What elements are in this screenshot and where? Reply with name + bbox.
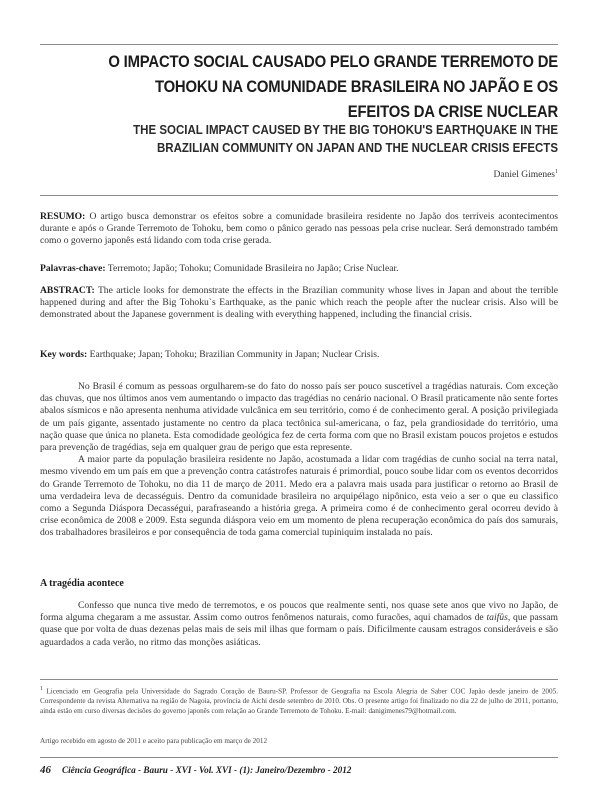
body-section — [40, 600, 558, 649]
palavras-chave-label: Palavras-chave: — [40, 263, 106, 274]
taifus-term: taifûs — [486, 612, 508, 624]
footnote-mark: 1 — [40, 686, 43, 692]
page-number: 46 — [40, 764, 51, 776]
abstract-label: ABSTRACT: — [40, 285, 95, 296]
journal-citation: Ciência Geográfica - Bauru - XVI - Vol. XVI - (1): Janeiro/Dezembro - 2012 — [62, 765, 352, 775]
paragraph-3-text-start: Confesso que nunca tive medo de terremotos, e os poucos que realmente senti, nos quase sete anos que vivo no Japão, de forma alguma chegaram a me assustar. Assim como outros fenômenos naturais, como furacões, aqui chamados de — [40, 600, 558, 624]
palavras-chave-text: Terremoto; Japão; Tohoku; Comunidade Brasileira no Japão; Crise Nuclear. — [107, 263, 399, 274]
body-paragraph-2: A maior parte da população brasileira residente no Japão, acostumada a lidar com tragédias de cunho social na terra natal, mesmo vivendo em um país em que a prevenção contra catástrofes naturais é primordial, pouco soube lidar com os eventos decorridos do Grande Terremoto de Tohoku, no dia 11 de março de 2011. Medo era a palavra mais usada para justificar o retorno ao Brasil de uma verdadeira leva de decasséguis. Dentro da comunidade brasileira no arquipélago nipônico, esta veio a ser o que eu classifico como a Segunda Diáspora Decasségui, parafraseando a história grega. A primeira como é de conhecimento geral ocorreu devido à crise econômica de 2008 e 2009. Esta segunda diáspora veio em um momento de plena recuperação econômica do país dos samurais, dos trabalhadores brasileiros e por consequência de toda gama comercial tupiniquim instalada no país. — [40, 454, 558, 539]
body-paragraph-1: No Brasil é comum as pessoas orgulharem-se do fato do nosso país ser pouco suscetível a tragédias naturais. Com exceção das chuvas, que nos últimos anos vem aumentando o impacto das tragédias no cenário nacional. O Brasil praticamente não sente fortes abalos sísmicos e não apresenta nenhuma atividade vulcânica em seu território, como é de conhecimento geral. A posição privilegiada de um país gigante, assentado justamente no centro da placa tectônica sul-americana, o faz, pela grandiosidade do território, uma nação quase que única no planeta. Esta comodidade geológica fez de certa forma com que no Brasil existam poucos projetos e estudos para prevenção de tragédias, seja em qualquer grau de perigo que esta represente. — [40, 381, 558, 454]
author-footnote-mark: 1 — [555, 169, 558, 175]
footnote-text: Licenciado em Geografia pela Universidade do Sagrado Coração de Bauru-SP. Professor de Geografia na Escola Alegria de Saber COC Japão desde janeiro de 2005. Correspondente da revista Alternativa na região de Nagoia, província de Aichi desde setembro de 2010. Obs. O presente artigo foi finalizado no dia 22 de julho de 2011, portanto, ainda estão em curso diversas decisões do governo japonês com relação ao Grande Terremoto de Tohoku. E-mail: danigimenes79@hotmail.com. — [40, 687, 559, 715]
resumo-label: RESUMO: — [40, 211, 86, 222]
paragraph-3-text-end: , que passam quase que por volta de duas dezenas pelas mais de seis mil ilhas que formam o país. Dificilmente causam estragos consideráveis e são aguardados a cada verão, no ritmo das monções asiáticas. — [40, 612, 558, 648]
body-intro — [40, 381, 558, 540]
resumo-paragraph — [40, 211, 558, 248]
author-name: Daniel Gimenes — [493, 170, 555, 181]
title-portuguese: O IMPACTO SOCIAL CAUSADO PELO GRANDE TERREMOTO DE TOHOKU NA COMUNIDADE BRASILEIRA NO JAPÃO E OS EFEITOS DA CRISE NUCLEAR — [108, 53, 559, 121]
abstract-text: The article looks for demonstrate the effects in the Brazilian community whose lives in Japan and about the terrible happened during and after the Big Tohoku`s Earthquake, as the panic which reach the people after the nuclear crisis. Also will be demonstrated about the Japanese government is dealing with everything happened, including the financial crisis. — [40, 285, 558, 321]
abstract-paragraph — [40, 285, 558, 322]
header-rule — [40, 195, 558, 196]
palavras-chave-paragraph — [40, 263, 558, 275]
keywords-paragraph — [40, 349, 558, 361]
keywords-text: Earthquake; Japan; Tohoku; Brazilian Community in Japan; Nuclear Crisis. — [89, 349, 380, 360]
section-heading: A tragédia acontece — [40, 578, 124, 589]
footnote-rule — [40, 679, 558, 680]
top-rule — [40, 44, 558, 45]
keywords-label: Key words: — [40, 349, 88, 360]
footnote — [40, 685, 558, 716]
body-paragraph-3 — [40, 600, 558, 649]
footer-rule — [40, 757, 558, 758]
author-line — [494, 169, 558, 180]
resumo-text: O artigo busca demonstrar os efeitos sobre a comunidade brasileira residente no Japão dos terríveis acontecimentos durante e após o Grande Terremoto de Tohoku, bem como o pânico gerado nas pessoas pela crise nuclear. Será demonstrado também como o governo japonês está lidando com toda crise gerada. — [40, 211, 558, 247]
title-english: THE SOCIAL IMPACT CAUSED BY THE BIG TOHOKU'S EARTHQUAKE IN THE BRAZILIAN COMMUNITY ON JAPAN AND THE NUCLEAR CRISIS EFECTS — [133, 123, 558, 155]
received-note: Artigo recebido em agosto de 2011 e aceito para publicação em março de 2012 — [40, 737, 268, 745]
